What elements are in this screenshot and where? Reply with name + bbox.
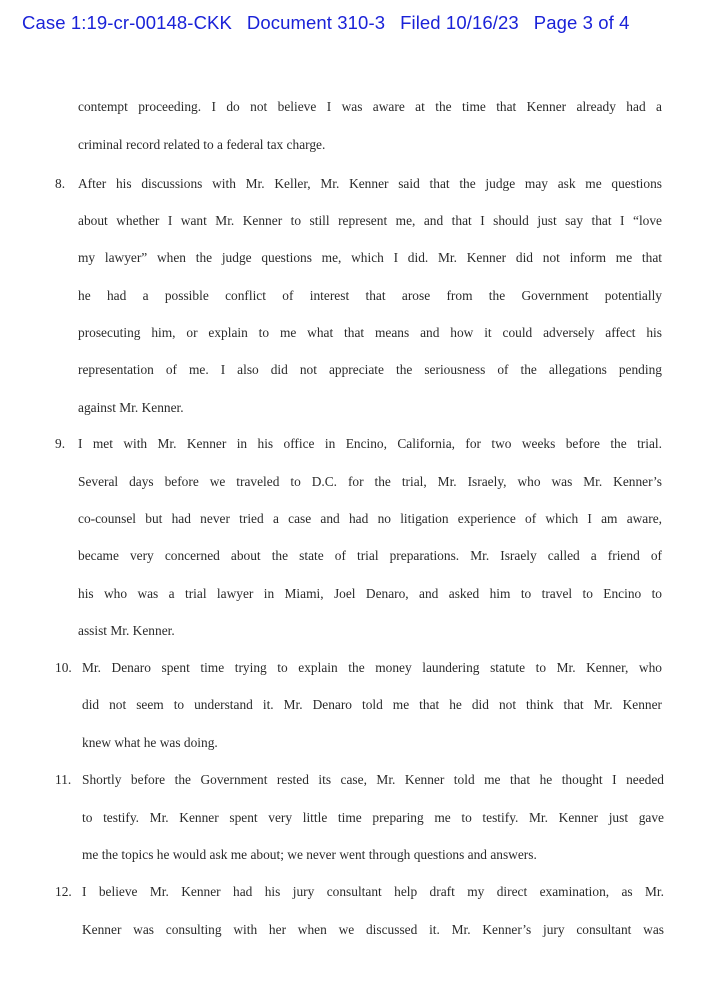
- paragraph-number: 11.: [55, 772, 72, 787]
- text-line: his who was a trial lawyer in Miami, Joel Denaro, and asked him to travel to Encino to: [78, 586, 662, 601]
- filed-date: Filed 10/16/23: [400, 12, 519, 33]
- text-line: representation of me. I also did not appreciate the seriousness of the allegations pending: [78, 362, 662, 377]
- text-line: I met with Mr. Kenner in his office in Encino, California, for two weeks before the trial.: [78, 436, 662, 451]
- text-line: knew what he was doing.: [82, 735, 218, 750]
- paragraph-number: 8.: [55, 176, 66, 191]
- text-line: my lawyer” when the judge questions me, which I did. Mr. Kenner did not inform me that: [78, 250, 662, 265]
- paragraph-number: 10.: [55, 660, 72, 675]
- text-line: he had a possible conflict of interest that arose from the Government potentially: [78, 288, 662, 303]
- text-line: Shortly before the Government rested its case, Mr. Kenner told me that he thought I needed: [82, 772, 664, 787]
- text-line: did not seem to understand it. Mr. Denaro told me that he did not think that Mr. Kenner: [82, 697, 662, 712]
- text-line: about whether I want Mr. Kenner to still represent me, and that I should just say that I “love: [78, 213, 662, 228]
- document-number: Document 310-3: [246, 12, 386, 33]
- text-line: criminal record related to a federal tax charge.: [78, 137, 326, 152]
- text-line: to testify. Mr. Kenner spent very little time preparing me to testify. Mr. Kenner just gave: [82, 810, 664, 825]
- text-line: prosecuting him, or explain to me what that means and how it could adversely affect his: [78, 325, 662, 340]
- text-line: co-counsel but had never tried a case and had no litigation experience of which I am aware,: [78, 511, 662, 526]
- page-number: Page 3 of 4: [533, 12, 630, 33]
- text-line: against Mr. Kenner.: [78, 400, 184, 415]
- text-line: After his discussions with Mr. Keller, Mr. Kenner said that the judge may ask me questions: [78, 176, 662, 191]
- text-line: Several days before we traveled to D.C. for the trial, Mr. Israely, who was Mr. Kenner’s: [78, 474, 662, 489]
- text-line: me the topics he would ask me about; we never went through questions and answers.: [82, 847, 537, 862]
- text-line: assist Mr. Kenner.: [78, 623, 175, 638]
- text-line: Kenner was consulting with her when we discussed it. Mr. Kenner’s jury consultant was: [82, 922, 664, 937]
- ecf-header: [22, 12, 712, 34]
- text-line: I believe Mr. Kenner had his jury consultant help draft my direct examination, as Mr.: [82, 884, 664, 899]
- case-number: Case 1:19-cr-00148-CKK: [22, 12, 232, 33]
- paragraph-number: 9.: [55, 436, 66, 451]
- text-line: became very concerned about the state of trial preparations. Mr. Israely called a friend of: [78, 548, 662, 563]
- paragraph-number: 12.: [55, 884, 72, 899]
- text-line: Mr. Denaro spent time trying to explain the money laundering statute to Mr. Kenner, who: [82, 660, 662, 675]
- text-line: contempt proceeding. I do not believe I was aware at the time that Kenner already had a: [78, 99, 662, 114]
